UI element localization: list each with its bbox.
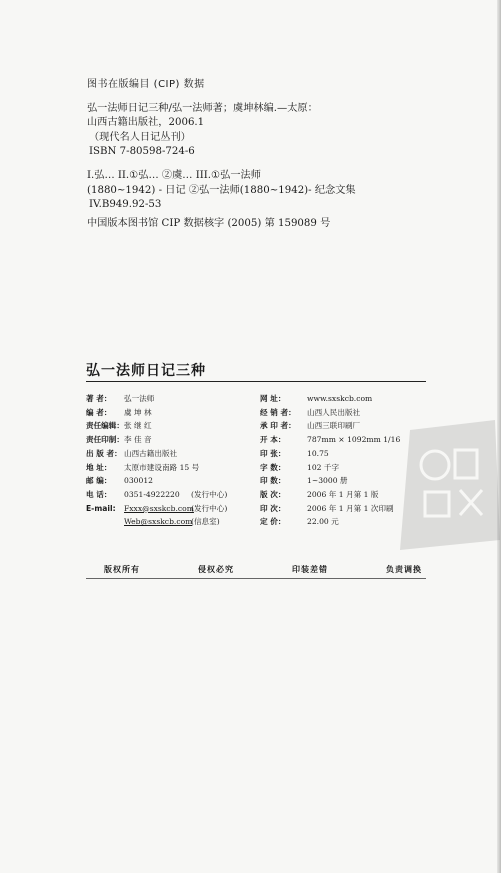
details-right xyxy=(260,392,400,529)
email-link[interactable]: Fxxx@sxskcb.com xyxy=(124,503,194,513)
detail-label: 字 数： xyxy=(260,462,286,472)
detail-label: 电 话： xyxy=(86,489,112,499)
website-link[interactable]: www.sxskcb.com xyxy=(307,394,373,403)
phone-value: 0351-4922220 xyxy=(124,489,180,499)
bottom-divider xyxy=(86,578,426,579)
detail-label: 开 本： xyxy=(260,435,286,445)
detail-value: 弘一法师 xyxy=(124,394,155,403)
detail-label: 印 次： xyxy=(260,503,286,513)
detail-row xyxy=(86,474,227,488)
detail-value: 1~3000 册 xyxy=(307,476,348,486)
cip-line: IV.B949.92-53 xyxy=(89,199,162,211)
detail-row xyxy=(86,419,227,433)
detail-row xyxy=(86,515,227,529)
detail-row xyxy=(86,447,227,461)
detail-value: 030012 xyxy=(124,476,153,486)
detail-label: 编 者： xyxy=(86,407,112,417)
detail-row xyxy=(86,433,227,447)
detail-note: (发行中心) xyxy=(191,489,228,499)
detail-value: 张 继 红 xyxy=(124,421,152,431)
detail-value: 2006 年 1 月第 1 次印刷 xyxy=(307,503,394,513)
detail-label: 责任编辑： xyxy=(86,421,124,431)
detail-label: 网 址： xyxy=(260,394,286,403)
detail-label: 出 版 者： xyxy=(86,448,122,458)
cip-heading: 图书在版编目 (CIP) 数据 xyxy=(87,79,205,90)
price-value: 22.00 元 xyxy=(307,517,339,527)
cip-line: 弘一法师日记三种/弘一法师著；虞坤林编.—太原： xyxy=(87,102,318,114)
detail-row xyxy=(260,447,400,461)
detail-row xyxy=(260,392,400,406)
pdg-watermark-icon xyxy=(390,420,500,550)
detail-value: 太原市建设南路 15 号 xyxy=(124,462,200,472)
detail-label: 版 次： xyxy=(260,489,286,499)
cip-line: （现代名人日记丛刊） xyxy=(89,131,191,143)
detail-value: 102 千字 xyxy=(307,462,340,472)
cip-line: 中国版本图书馆 CIP 数据核字 (2005) 第 159089 号 xyxy=(87,217,331,229)
detail-label: 地 址： xyxy=(86,462,112,472)
detail-row xyxy=(86,461,227,475)
detail-row xyxy=(260,515,400,529)
cip-block xyxy=(87,78,356,231)
detail-row xyxy=(86,488,227,502)
detail-label: E-mail: xyxy=(86,503,116,513)
detail-label: 印 数： xyxy=(260,476,286,486)
details-left xyxy=(86,392,227,529)
detail-value: 2006 年 1 月第 1 版 xyxy=(307,489,379,499)
cip-line: (1880~1942) - 日记 ②弘一法师(1880~1942)- 纪念文集 xyxy=(87,184,356,196)
detail-value: 山西三联印刷厂 xyxy=(307,421,361,431)
detail-row xyxy=(260,474,400,488)
detail-value: 虞 坤 林 xyxy=(124,407,152,417)
detail-row xyxy=(260,406,400,420)
detail-value: 10.75 xyxy=(307,448,329,458)
cip-line: ISBN 7-80598-724-6 xyxy=(89,146,195,158)
detail-value: 山西古籍出版社 xyxy=(124,448,178,458)
detail-label: 经 销 者： xyxy=(260,407,296,417)
detail-row xyxy=(260,419,400,433)
detail-note: (发行中心) xyxy=(191,503,228,513)
detail-label: 定 价： xyxy=(260,517,286,527)
detail-row xyxy=(260,502,400,516)
detail-label: 责任印制： xyxy=(86,435,124,445)
rights-text: 印装差错 xyxy=(292,565,328,574)
rights-text: 负责调换 xyxy=(386,565,422,574)
detail-label: 著 者： xyxy=(86,394,112,403)
cip-line: 山西古籍出版社，2006.1 xyxy=(87,117,205,129)
detail-label: 邮 编： xyxy=(86,476,112,486)
detail-row xyxy=(260,461,400,475)
detail-row xyxy=(86,502,227,516)
detail-row xyxy=(86,406,227,420)
rights-notice xyxy=(104,564,422,575)
detail-value: 李 佳 音 xyxy=(124,435,152,445)
detail-row xyxy=(86,392,227,406)
detail-value: 787mm × 1092mm 1/16 xyxy=(307,435,401,445)
title-divider xyxy=(86,381,426,382)
detail-note: (信息室) xyxy=(191,517,220,527)
detail-label: 印 张： xyxy=(260,448,286,458)
detail-value: 山西人民出版社 xyxy=(307,407,361,417)
rights-text: 侵权必究 xyxy=(198,565,234,574)
rights-text: 版权所有 xyxy=(104,565,140,574)
detail-row xyxy=(260,433,400,447)
book-title: 弘一法师日记三种 xyxy=(86,363,206,379)
detail-label xyxy=(86,515,124,529)
cip-line: I.弘… II.①弘… ②虞… III.①弘一法师 xyxy=(87,169,261,181)
detail-row xyxy=(260,488,400,502)
web-email-link[interactable]: Web@sxskcb.com xyxy=(124,517,193,527)
detail-label: 承 印 者： xyxy=(260,421,296,431)
